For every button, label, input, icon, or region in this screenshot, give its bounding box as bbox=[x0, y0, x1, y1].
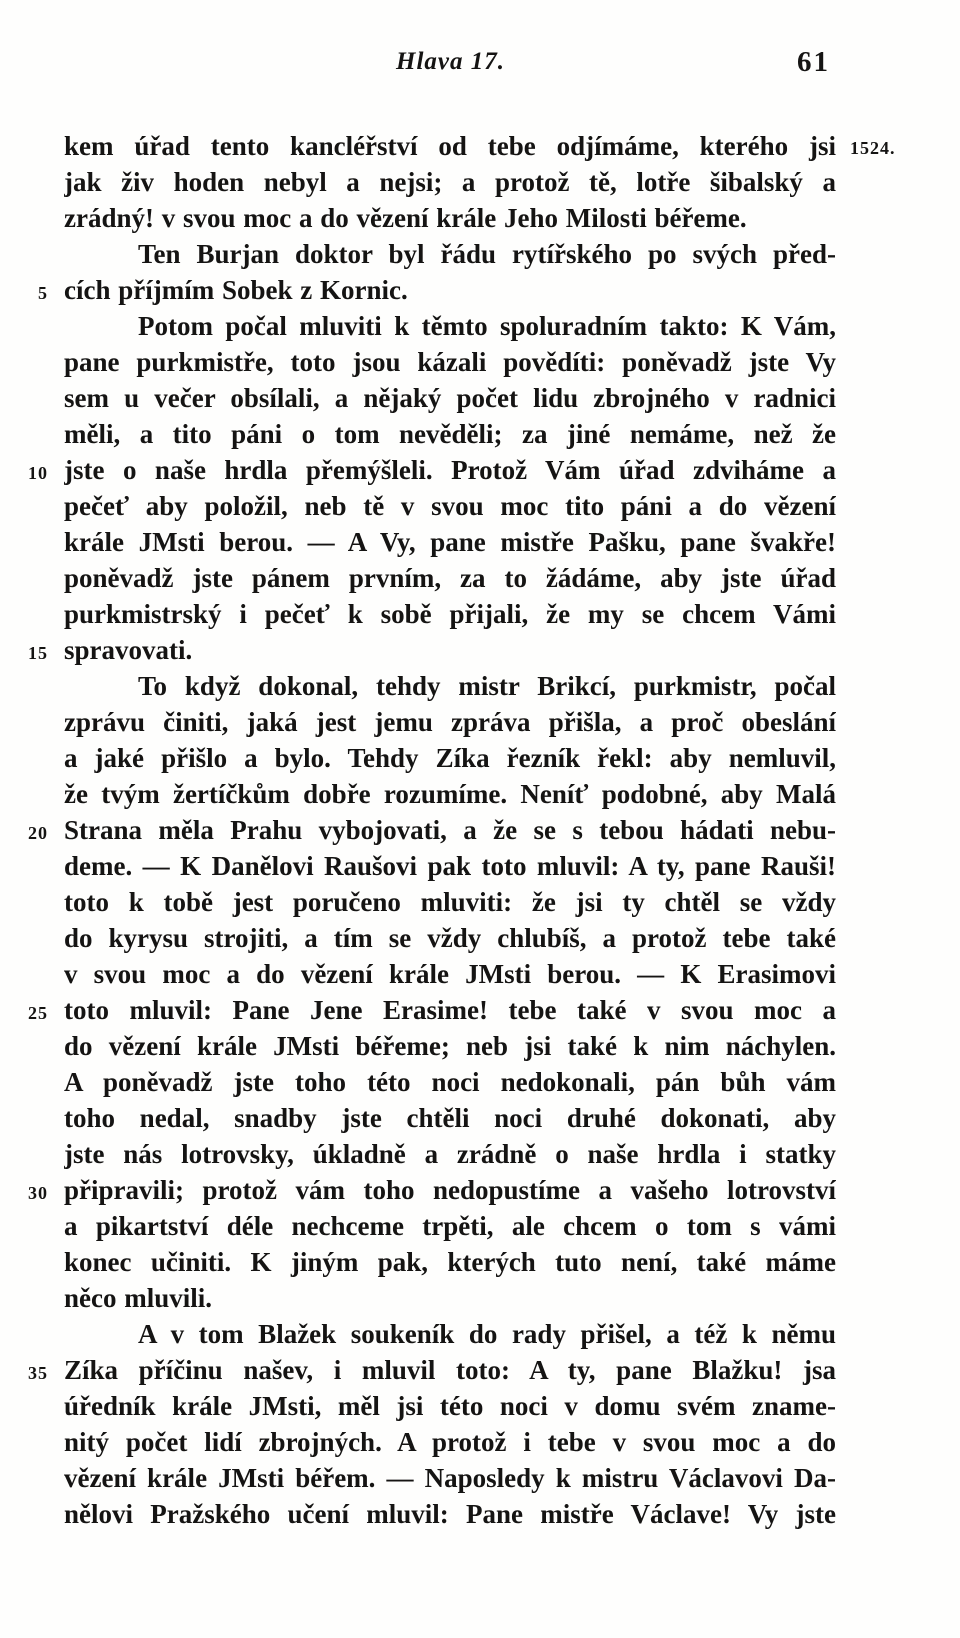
text-line bbox=[0, 1316, 960, 1352]
line-text: kem úřad tento kancléřství od tebe odjímáme, kterého jsi bbox=[64, 131, 836, 161]
text-line bbox=[0, 488, 960, 524]
text-line bbox=[0, 884, 960, 920]
line-text: připravili; protož vám toho nedopustíme a vašeho lotrovství bbox=[64, 1175, 836, 1205]
line-text: cích příjmím Sobek z Kornic. bbox=[64, 275, 408, 305]
text-line bbox=[0, 200, 960, 236]
line-text: nitý počet lidí zbrojných. A protož i tebe v svou moc a do bbox=[64, 1427, 836, 1457]
line-text: vězení krále JMsti béřem. — Naposledy k mistru Václavovi Da- bbox=[64, 1463, 836, 1493]
line-text: jak živ hoden nebyl a nejsi; a protož tě, lotře šibalský a bbox=[64, 167, 836, 197]
line-text: zprávu činiti, jaká jest jemu zpráva přišla, a proč obeslání bbox=[64, 707, 836, 737]
line-text: pane purkmistře, toto jsou kázali povědíti: poněvadž jste Vy bbox=[64, 347, 836, 377]
line-text: To když dokonal, tehdy mistr Brikcí, purkmistr, počal bbox=[138, 671, 836, 701]
line-text: měli, a tito páni o tom nevěděli; za jiné nemáme, než že bbox=[64, 419, 836, 449]
line-text: jste nás lotrovsky, úkladně a zrádně o naše hrdla i statky bbox=[64, 1139, 836, 1169]
text-line bbox=[0, 380, 960, 416]
text-line bbox=[0, 452, 960, 488]
line-text: a pikartství déle nechceme trpěti, ale chcem o tom s vámi bbox=[64, 1211, 836, 1241]
line-text: a jaké přišlo a bylo. Tehdy Zíka řezník řekl: aby nemluvil, bbox=[64, 743, 836, 773]
line-text: jste o naše hrdla přemýšleli. Protož Vám úřad zdviháme a bbox=[64, 455, 836, 485]
text-line bbox=[0, 740, 960, 776]
text-line bbox=[0, 1172, 960, 1208]
line-text: toho nedal, snadby jste chtěli noci druhé dokonati, aby bbox=[64, 1103, 836, 1133]
line-text: A poněvadž jste toho této noci nedokonali, pán bůh vám bbox=[64, 1067, 836, 1097]
text-line bbox=[0, 164, 960, 200]
body-text-block bbox=[0, 128, 960, 1532]
text-line bbox=[0, 1208, 960, 1244]
text-line bbox=[0, 920, 960, 956]
text-line bbox=[0, 1496, 960, 1532]
page-number: 61 bbox=[797, 46, 830, 78]
text-line bbox=[0, 416, 960, 452]
text-line bbox=[0, 560, 960, 596]
line-text: Strana měla Prahu vybojovati, a že se s tebou hádati nebu- bbox=[64, 815, 836, 845]
chapter-running-title: Hlava 17. bbox=[396, 48, 505, 75]
text-line bbox=[0, 524, 960, 560]
text-line bbox=[0, 1100, 960, 1136]
line-text: Ten Burjan doktor byl řádu rytířského po svých před- bbox=[138, 239, 836, 269]
line-text: nělovi Pražského učení mluvil: Pane mistře Václave! Vy jste bbox=[64, 1499, 836, 1529]
text-line bbox=[0, 956, 960, 992]
margin-line-number: 20 bbox=[28, 823, 48, 843]
margin-line-number: 10 bbox=[28, 463, 48, 483]
line-text: A v tom Blažek soukeník do rady přišel, a též k němu bbox=[138, 1319, 836, 1349]
text-line bbox=[0, 776, 960, 812]
text-line bbox=[0, 272, 960, 308]
text-line bbox=[0, 704, 960, 740]
text-line bbox=[0, 1244, 960, 1280]
margin-line-number: 15 bbox=[28, 643, 48, 663]
margin-line-number: 35 bbox=[28, 1363, 48, 1383]
line-text: deme. — K Danělovi Raušovi pak toto mluvil: A ty, pane Rauši! bbox=[64, 851, 836, 881]
text-line bbox=[0, 1388, 960, 1424]
text-line bbox=[0, 1352, 960, 1388]
text-line bbox=[0, 1280, 960, 1316]
text-line bbox=[0, 236, 960, 272]
line-text: Potom počal mluviti k těmto spoluradním takto: K Vám, bbox=[138, 311, 836, 341]
margin-year-note: 1524. bbox=[850, 138, 896, 158]
line-text: Zíka příčinu našev, i mluvil toto: A ty, pane Blažku! jsa bbox=[64, 1355, 836, 1385]
text-line bbox=[0, 596, 960, 632]
text-line bbox=[0, 812, 960, 848]
line-text: poněvadž jste pánem prvním, za to žádáme, aby jste úřad bbox=[64, 563, 836, 593]
line-text: toto k tobě jest poručeno mluviti: že jsi ty chtěl se vždy bbox=[64, 887, 836, 917]
line-text: že tvým žertíčkům dobře rozumíme. Neníť podobné, aby Malá bbox=[64, 779, 836, 809]
text-line bbox=[0, 848, 960, 884]
text-line bbox=[0, 344, 960, 380]
text-line bbox=[0, 1136, 960, 1172]
line-text: do vězení krále JMsti béřeme; neb jsi také k nim náchylen. bbox=[64, 1031, 836, 1061]
text-line bbox=[0, 1424, 960, 1460]
text-line bbox=[0, 1064, 960, 1100]
text-line bbox=[0, 992, 960, 1028]
line-text: něco mluvili. bbox=[64, 1283, 212, 1313]
text-line bbox=[0, 632, 960, 668]
margin-line-number: 25 bbox=[28, 1003, 48, 1023]
line-text: sem u večer obsílali, a nějaký počet lidu zbrojného v radnici bbox=[64, 383, 836, 413]
line-text: v svou moc a do vězení krále JMsti berou. — K Erasimovi bbox=[64, 959, 836, 989]
line-text: spravovati. bbox=[64, 635, 193, 665]
text-line bbox=[0, 308, 960, 344]
text-line bbox=[0, 1028, 960, 1064]
page-header bbox=[0, 46, 960, 86]
line-text: úředník krále JMsti, měl jsi této noci v domu svém zname- bbox=[64, 1391, 836, 1421]
margin-line-number: 30 bbox=[28, 1183, 48, 1203]
line-text: konec učiniti. K jiným pak, kterých tuto není, také máme bbox=[64, 1247, 836, 1277]
text-line bbox=[0, 668, 960, 704]
margin-line-number: 5 bbox=[38, 283, 48, 303]
text-line bbox=[0, 128, 960, 164]
text-line bbox=[0, 1460, 960, 1496]
line-text: zrádný! v svou moc a do vězení krále Jeho Milosti béřeme. bbox=[64, 203, 747, 233]
line-text: do kyrysu strojiti, a tím se vždy chlubíš, a protož tebe také bbox=[64, 923, 836, 953]
line-text: krále JMsti berou. — A Vy, pane mistře Pašku, pane švakře! bbox=[64, 527, 836, 557]
line-text: purkmistrský i pečeť k sobě přijali, že my se chcem Vámi bbox=[64, 599, 836, 629]
line-text: pečeť aby položil, neb tě v svou moc tito páni a do vězení bbox=[64, 491, 836, 521]
line-text: toto mluvil: Pane Jene Erasime! tebe také v svou moc a bbox=[64, 995, 836, 1025]
